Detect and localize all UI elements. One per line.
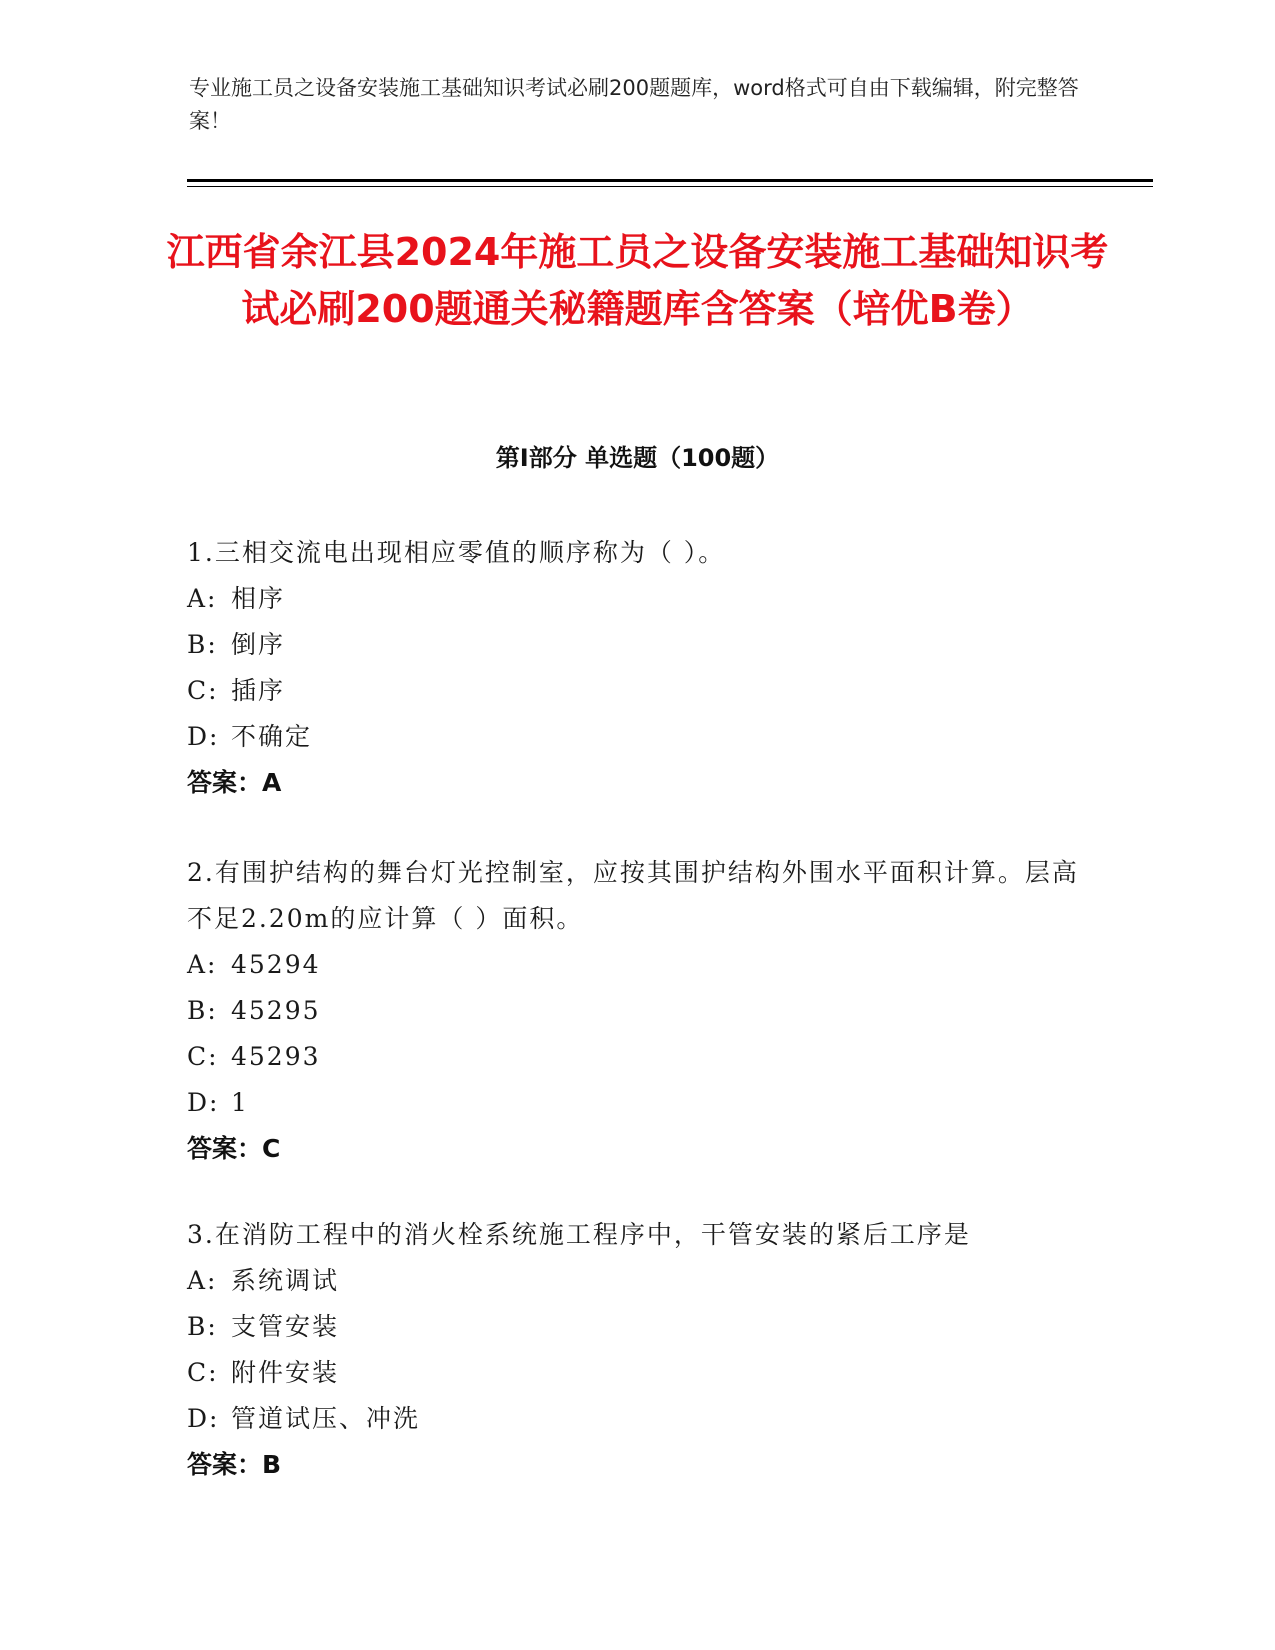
answer-value: B [262, 1450, 282, 1479]
option-a [187, 942, 1087, 988]
header-note: 专业施工员之设备安装施工基础知识考试必刷200题题库，word格式可自由下载编辑，附完整答案！ [189, 76, 1079, 133]
section-title: 第I部分 单选题（100题） [495, 444, 780, 472]
answer-line [187, 760, 1087, 806]
option-letter: B: [187, 630, 218, 659]
option-a [187, 1258, 1087, 1304]
option-text: 45295 [231, 996, 321, 1025]
question-stem: 2.有围护结构的舞台灯光控制室，应按其围护结构外围水平面积计算。层高不足2.20m的应计算（ ）面积。 [187, 858, 1079, 933]
option-a [187, 576, 1087, 622]
option-letter: C: [187, 676, 219, 705]
option-text: 管道试压、冲洗 [231, 1404, 421, 1433]
option-b [187, 622, 1087, 668]
document-title: 江西省余江县2024年施工员之设备安装施工基础知识考试必刷200题通关秘籍题库含答案（培优B卷） [166, 230, 1109, 331]
option-letter: A: [187, 1266, 218, 1295]
answer-value: C [262, 1134, 281, 1163]
option-letter: D: [187, 1088, 220, 1117]
option-text: 插序 [231, 676, 286, 705]
option-text: 1 [231, 1088, 249, 1117]
option-b [187, 1304, 1087, 1350]
option-c [187, 1350, 1087, 1396]
option-d [187, 1396, 1087, 1442]
option-letter: A: [187, 950, 218, 979]
option-text: 45294 [231, 950, 321, 979]
option-text: 不确定 [231, 722, 313, 751]
answer-label: 答案： [187, 768, 263, 797]
answer-label: 答案： [187, 1134, 263, 1163]
option-text: 支管安装 [231, 1312, 340, 1341]
option-d [187, 1080, 1087, 1126]
option-c [187, 668, 1087, 714]
option-b [187, 988, 1087, 1034]
option-letter: C: [187, 1358, 219, 1387]
question-2 [187, 850, 1087, 1172]
option-letter: B: [187, 996, 218, 1025]
option-letter: D: [187, 722, 220, 751]
question-1 [187, 530, 1087, 806]
answer-line [187, 1442, 1087, 1488]
option-letter: D: [187, 1404, 220, 1433]
answer-value: A [262, 768, 282, 797]
option-text: 相序 [231, 584, 286, 613]
question-stem: 1.三相交流电出现相应零值的顺序称为（ ）。 [187, 538, 726, 567]
question-3 [187, 1212, 1087, 1488]
answer-label: 答案： [187, 1450, 263, 1479]
option-c [187, 1034, 1087, 1080]
option-text: 倒序 [231, 630, 286, 659]
option-text: 附件安装 [231, 1358, 340, 1387]
answer-line [187, 1126, 1087, 1172]
option-letter: B: [187, 1312, 218, 1341]
header-rule-thin [187, 186, 1153, 187]
option-text: 系统调试 [231, 1266, 340, 1295]
option-text: 45293 [231, 1042, 321, 1071]
option-letter: A: [187, 584, 218, 613]
question-stem: 3.在消防工程中的消火栓系统施工程序中，干管安装的紧后工序是 [187, 1220, 971, 1249]
header-rule-thick [187, 179, 1153, 182]
option-d [187, 714, 1087, 760]
option-letter: C: [187, 1042, 219, 1071]
